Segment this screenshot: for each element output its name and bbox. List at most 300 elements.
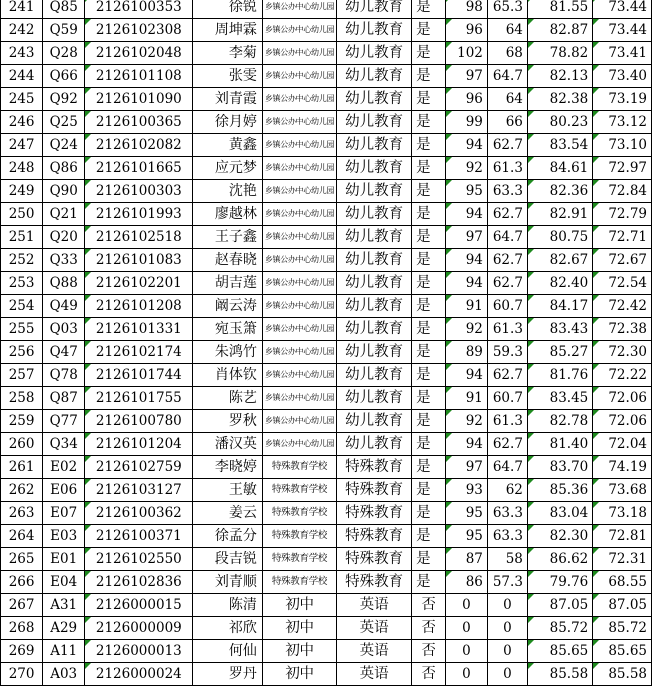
cell-total-score[interactable]: 72.42 (593, 295, 652, 318)
cell-total-score[interactable]: 72.79 (593, 203, 652, 226)
cell-written-score[interactable]: 91 (445, 295, 487, 318)
cell-serial-no[interactable]: 248 (1, 157, 43, 180)
cell-qualified[interactable]: 是 (412, 134, 446, 157)
cell-name[interactable]: 胡吉莲 (193, 272, 262, 295)
cell-total-score[interactable]: 72.84 (593, 180, 652, 203)
cell-qualified[interactable]: 是 (412, 410, 446, 433)
cell-serial-no[interactable]: 259 (1, 410, 43, 433)
cell-school[interactable]: 乡镇公办中心幼儿园 (262, 0, 336, 19)
cell-position-code[interactable]: E02 (43, 456, 85, 479)
cell-serial-no[interactable]: 258 (1, 387, 43, 410)
cell-name[interactable]: 罗秋 (193, 410, 262, 433)
cell-major[interactable]: 幼儿教育 (337, 387, 412, 410)
cell-serial-no[interactable]: 256 (1, 341, 43, 364)
cell-serial-no[interactable]: 254 (1, 295, 43, 318)
cell-school[interactable]: 乡镇公办中心幼儿园 (262, 295, 336, 318)
cell-serial-no[interactable]: 252 (1, 249, 43, 272)
cell-school[interactable]: 特殊教育学校 (262, 571, 336, 594)
cell-qualified[interactable]: 是 (412, 88, 446, 111)
cell-school[interactable]: 乡镇公办中心幼儿园 (262, 134, 336, 157)
cell-written-score[interactable]: 96 (445, 88, 487, 111)
cell-serial-no[interactable]: 267 (1, 594, 43, 617)
cell-written-converted[interactable]: 64 (487, 88, 527, 111)
cell-written-converted[interactable]: 57.3 (487, 571, 527, 594)
cell-written-score[interactable]: 92 (445, 318, 487, 341)
cell-school[interactable]: 初中 (262, 594, 336, 617)
cell-total-score[interactable]: 73.44 (593, 0, 652, 19)
cell-written-score[interactable]: 95 (445, 180, 487, 203)
cell-position-code[interactable]: Q34 (43, 433, 85, 456)
cell-name[interactable]: 肖体钦 (193, 364, 262, 387)
cell-written-score[interactable]: 86 (445, 571, 487, 594)
cell-school[interactable]: 乡镇公办中心幼儿园 (262, 19, 336, 42)
cell-written-score[interactable]: 94 (445, 364, 487, 387)
cell-major[interactable]: 特殊教育 (337, 548, 412, 571)
cell-written-converted[interactable]: 59.3 (487, 341, 527, 364)
cell-school[interactable]: 乡镇公办中心幼儿园 (262, 318, 336, 341)
cell-position-code[interactable]: Q85 (43, 0, 85, 19)
cell-qualified[interactable]: 是 (412, 249, 446, 272)
cell-ticket-no[interactable]: 2126101090 (85, 88, 193, 111)
cell-total-score[interactable]: 73.41 (593, 42, 652, 65)
cell-serial-no[interactable]: 241 (1, 0, 43, 19)
cell-interview-score[interactable]: 80.75 (527, 226, 592, 249)
cell-qualified[interactable]: 是 (412, 318, 446, 341)
cell-name[interactable]: 赵春晓 (193, 249, 262, 272)
cell-serial-no[interactable]: 261 (1, 456, 43, 479)
cell-written-converted[interactable]: 62 (487, 479, 527, 502)
cell-interview-score[interactable]: 81.40 (527, 433, 592, 456)
cell-written-converted[interactable]: 64.7 (487, 65, 527, 88)
cell-ticket-no[interactable]: 2126101755 (85, 387, 193, 410)
cell-written-converted[interactable]: 66 (487, 111, 527, 134)
cell-name[interactable]: 陈清 (193, 594, 262, 617)
cell-qualified[interactable]: 否 (412, 594, 446, 617)
cell-position-code[interactable]: Q25 (43, 111, 85, 134)
cell-written-score[interactable]: 92 (445, 157, 487, 180)
cell-interview-score[interactable]: 83.70 (527, 456, 592, 479)
cell-position-code[interactable]: Q49 (43, 295, 85, 318)
cell-ticket-no[interactable]: 2126101665 (85, 157, 193, 180)
cell-ticket-no[interactable]: 2126000015 (85, 594, 193, 617)
cell-school[interactable]: 乡镇公办中心幼儿园 (262, 272, 336, 295)
cell-interview-score[interactable]: 82.40 (527, 272, 592, 295)
cell-name[interactable]: 王子鑫 (193, 226, 262, 249)
cell-written-score[interactable]: 94 (445, 203, 487, 226)
cell-written-converted[interactable]: 60.7 (487, 387, 527, 410)
cell-school[interactable]: 乡镇公办中心幼儿园 (262, 203, 336, 226)
cell-ticket-no[interactable]: 2126102550 (85, 548, 193, 571)
cell-serial-no[interactable]: 264 (1, 525, 43, 548)
cell-major[interactable]: 幼儿教育 (337, 65, 412, 88)
cell-serial-no[interactable]: 244 (1, 65, 43, 88)
cell-ticket-no[interactable]: 2126102518 (85, 226, 193, 249)
cell-name[interactable]: 张雯 (193, 65, 262, 88)
cell-position-code[interactable]: A29 (43, 617, 85, 640)
cell-school[interactable]: 特殊教育学校 (262, 456, 336, 479)
cell-name[interactable]: 段吉锐 (193, 548, 262, 571)
cell-major[interactable]: 特殊教育 (337, 479, 412, 502)
cell-written-score[interactable]: 94 (445, 433, 487, 456)
cell-position-code[interactable]: E01 (43, 548, 85, 571)
cell-serial-no[interactable]: 265 (1, 548, 43, 571)
cell-school[interactable]: 特殊教育学校 (262, 525, 336, 548)
cell-qualified[interactable]: 是 (412, 548, 446, 571)
cell-name[interactable]: 朱鸿竹 (193, 341, 262, 364)
cell-school[interactable]: 特殊教育学校 (262, 479, 336, 502)
cell-major[interactable]: 幼儿教育 (337, 410, 412, 433)
cell-written-converted[interactable]: 63.3 (487, 502, 527, 525)
cell-name[interactable]: 罗丹 (193, 663, 262, 686)
cell-position-code[interactable]: Q24 (43, 134, 85, 157)
cell-interview-score[interactable]: 85.65 (527, 640, 592, 663)
cell-position-code[interactable]: E04 (43, 571, 85, 594)
cell-interview-score[interactable]: 81.76 (527, 364, 592, 387)
cell-name[interactable]: 徐月婷 (193, 111, 262, 134)
cell-written-converted[interactable]: 62.7 (487, 364, 527, 387)
cell-qualified[interactable]: 是 (412, 42, 446, 65)
cell-interview-score[interactable]: 82.38 (527, 88, 592, 111)
cell-written-converted[interactable]: 62.7 (487, 433, 527, 456)
cell-major[interactable]: 幼儿教育 (337, 19, 412, 42)
cell-ticket-no[interactable]: 2126100353 (85, 0, 193, 19)
cell-ticket-no[interactable]: 2126000009 (85, 617, 193, 640)
cell-major[interactable]: 幼儿教育 (337, 134, 412, 157)
cell-qualified[interactable]: 是 (412, 226, 446, 249)
cell-ticket-no[interactable]: 2126100371 (85, 525, 193, 548)
cell-major[interactable]: 幼儿教育 (337, 364, 412, 387)
cell-qualified[interactable]: 否 (412, 617, 446, 640)
cell-interview-score[interactable]: 85.72 (527, 617, 592, 640)
cell-written-score[interactable]: 92 (445, 410, 487, 433)
cell-serial-no[interactable]: 247 (1, 134, 43, 157)
cell-serial-no[interactable]: 250 (1, 203, 43, 226)
cell-school[interactable]: 乡镇公办中心幼儿园 (262, 226, 336, 249)
cell-written-score[interactable]: 99 (445, 111, 487, 134)
cell-name[interactable]: 徐孟分 (193, 525, 262, 548)
cell-position-code[interactable]: Q33 (43, 249, 85, 272)
cell-written-score[interactable]: 91 (445, 387, 487, 410)
cell-ticket-no[interactable]: 2126103127 (85, 479, 193, 502)
cell-qualified[interactable]: 是 (412, 479, 446, 502)
cell-position-code[interactable]: Q59 (43, 19, 85, 42)
cell-ticket-no[interactable]: 2126101993 (85, 203, 193, 226)
cell-serial-no[interactable]: 253 (1, 272, 43, 295)
cell-total-score[interactable]: 72.30 (593, 341, 652, 364)
cell-major[interactable]: 幼儿教育 (337, 295, 412, 318)
cell-position-code[interactable]: E06 (43, 479, 85, 502)
cell-written-converted[interactable]: 61.3 (487, 410, 527, 433)
cell-major[interactable]: 特殊教育 (337, 571, 412, 594)
cell-serial-no[interactable]: 268 (1, 617, 43, 640)
cell-major[interactable]: 幼儿教育 (337, 203, 412, 226)
cell-ticket-no[interactable]: 2126100780 (85, 410, 193, 433)
cell-total-score[interactable]: 72.97 (593, 157, 652, 180)
cell-major[interactable]: 幼儿教育 (337, 341, 412, 364)
cell-name[interactable]: 周坤霖 (193, 19, 262, 42)
cell-written-converted[interactable]: 63.3 (487, 525, 527, 548)
cell-interview-score[interactable]: 83.04 (527, 502, 592, 525)
cell-major[interactable]: 英语 (337, 640, 412, 663)
cell-interview-score[interactable]: 82.36 (527, 180, 592, 203)
cell-serial-no[interactable]: 262 (1, 479, 43, 502)
cell-serial-no[interactable]: 249 (1, 180, 43, 203)
cell-major[interactable]: 英语 (337, 663, 412, 686)
cell-qualified[interactable]: 是 (412, 157, 446, 180)
cell-total-score[interactable]: 85.58 (593, 663, 652, 686)
cell-position-code[interactable]: E07 (43, 502, 85, 525)
cell-serial-no[interactable]: 243 (1, 42, 43, 65)
cell-written-score[interactable]: 97 (445, 65, 487, 88)
cell-school[interactable]: 乡镇公办中心幼儿园 (262, 88, 336, 111)
cell-serial-no[interactable]: 270 (1, 663, 43, 686)
cell-qualified[interactable]: 是 (412, 0, 446, 19)
cell-major[interactable]: 幼儿教育 (337, 42, 412, 65)
cell-name[interactable]: 黄鑫 (193, 134, 262, 157)
cell-written-score[interactable]: 94 (445, 134, 487, 157)
cell-school[interactable]: 初中 (262, 663, 336, 686)
cell-major[interactable]: 幼儿教育 (337, 318, 412, 341)
cell-ticket-no[interactable]: 2126102174 (85, 341, 193, 364)
cell-qualified[interactable]: 是 (412, 111, 446, 134)
cell-interview-score[interactable]: 78.82 (527, 42, 592, 65)
cell-written-score[interactable]: 0 (445, 663, 487, 686)
cell-name[interactable]: 应元梦 (193, 157, 262, 180)
cell-total-score[interactable]: 72.38 (593, 318, 652, 341)
cell-school[interactable]: 乡镇公办中心幼儿园 (262, 180, 336, 203)
cell-interview-score[interactable]: 82.91 (527, 203, 592, 226)
cell-school[interactable]: 乡镇公办中心幼儿园 (262, 111, 336, 134)
cell-ticket-no[interactable]: 2126102201 (85, 272, 193, 295)
cell-qualified[interactable]: 是 (412, 525, 446, 548)
cell-ticket-no[interactable]: 2126102082 (85, 134, 193, 157)
cell-ticket-no[interactable]: 2126102308 (85, 19, 193, 42)
cell-total-score[interactable]: 72.06 (593, 387, 652, 410)
cell-ticket-no[interactable]: 2126102836 (85, 571, 193, 594)
cell-written-score[interactable]: 95 (445, 502, 487, 525)
cell-written-converted[interactable]: 0 (487, 640, 527, 663)
cell-name[interactable]: 刘青霞 (193, 88, 262, 111)
cell-position-code[interactable]: Q77 (43, 410, 85, 433)
cell-major[interactable]: 幼儿教育 (337, 157, 412, 180)
cell-major[interactable]: 幼儿教育 (337, 226, 412, 249)
cell-school[interactable]: 乡镇公办中心幼儿园 (262, 387, 336, 410)
cell-position-code[interactable]: A11 (43, 640, 85, 663)
cell-major[interactable]: 英语 (337, 594, 412, 617)
cell-total-score[interactable]: 73.44 (593, 19, 652, 42)
cell-school[interactable]: 特殊教育学校 (262, 548, 336, 571)
cell-written-converted[interactable]: 63.3 (487, 180, 527, 203)
cell-school[interactable]: 乡镇公办中心幼儿园 (262, 42, 336, 65)
cell-written-converted[interactable]: 0 (487, 617, 527, 640)
cell-qualified[interactable]: 是 (412, 65, 446, 88)
cell-school[interactable]: 乡镇公办中心幼儿园 (262, 157, 336, 180)
cell-position-code[interactable]: Q66 (43, 65, 85, 88)
cell-written-converted[interactable]: 58 (487, 548, 527, 571)
cell-total-score[interactable]: 85.65 (593, 640, 652, 663)
cell-written-score[interactable]: 102 (445, 42, 487, 65)
cell-interview-score[interactable]: 85.27 (527, 341, 592, 364)
cell-interview-score[interactable]: 81.55 (527, 0, 592, 19)
cell-school[interactable]: 初中 (262, 617, 336, 640)
cell-total-score[interactable]: 72.54 (593, 272, 652, 295)
cell-serial-no[interactable]: 246 (1, 111, 43, 134)
cell-interview-score[interactable]: 82.78 (527, 410, 592, 433)
cell-interview-score[interactable]: 82.13 (527, 65, 592, 88)
cell-major[interactable]: 幼儿教育 (337, 180, 412, 203)
cell-ticket-no[interactable]: 2126100362 (85, 502, 193, 525)
cell-ticket-no[interactable]: 2126101204 (85, 433, 193, 456)
cell-written-score[interactable]: 94 (445, 249, 487, 272)
cell-major[interactable]: 幼儿教育 (337, 0, 412, 19)
cell-ticket-no[interactable]: 2126101083 (85, 249, 193, 272)
cell-name[interactable]: 何仙 (193, 640, 262, 663)
cell-name[interactable]: 陈艺 (193, 387, 262, 410)
cell-major[interactable]: 幼儿教育 (337, 433, 412, 456)
cell-written-score[interactable]: 0 (445, 594, 487, 617)
cell-major[interactable]: 特殊教育 (337, 525, 412, 548)
cell-written-converted[interactable]: 64.7 (487, 456, 527, 479)
cell-total-score[interactable]: 73.68 (593, 479, 652, 502)
cell-ticket-no[interactable]: 2126000013 (85, 640, 193, 663)
cell-ticket-no[interactable]: 2126100365 (85, 111, 193, 134)
cell-written-score[interactable]: 0 (445, 640, 487, 663)
cell-total-score[interactable]: 72.31 (593, 548, 652, 571)
cell-written-converted[interactable]: 0 (487, 594, 527, 617)
cell-qualified[interactable]: 是 (412, 456, 446, 479)
cell-written-converted[interactable]: 64.7 (487, 226, 527, 249)
cell-interview-score[interactable]: 82.67 (527, 249, 592, 272)
cell-written-converted[interactable]: 64 (487, 19, 527, 42)
cell-qualified[interactable]: 否 (412, 663, 446, 686)
cell-position-code[interactable]: Q20 (43, 226, 85, 249)
cell-total-score[interactable]: 72.22 (593, 364, 652, 387)
cell-written-converted[interactable]: 62.7 (487, 272, 527, 295)
cell-school[interactable]: 乡镇公办中心幼儿园 (262, 364, 336, 387)
cell-serial-no[interactable]: 251 (1, 226, 43, 249)
cell-total-score[interactable]: 72.67 (593, 249, 652, 272)
cell-total-score[interactable]: 68.55 (593, 571, 652, 594)
cell-interview-score[interactable]: 82.87 (527, 19, 592, 42)
cell-qualified[interactable]: 是 (412, 272, 446, 295)
cell-written-converted[interactable]: 65.3 (487, 0, 527, 19)
cell-serial-no[interactable]: 266 (1, 571, 43, 594)
cell-major[interactable]: 幼儿教育 (337, 111, 412, 134)
cell-name[interactable]: 李晓婷 (193, 456, 262, 479)
cell-qualified[interactable]: 是 (412, 203, 446, 226)
cell-interview-score[interactable]: 82.30 (527, 525, 592, 548)
cell-qualified[interactable]: 是 (412, 180, 446, 203)
cell-serial-no[interactable]: 242 (1, 19, 43, 42)
cell-name[interactable]: 宛玉箫 (193, 318, 262, 341)
cell-serial-no[interactable]: 263 (1, 502, 43, 525)
cell-position-code[interactable]: Q78 (43, 364, 85, 387)
cell-position-code[interactable]: Q47 (43, 341, 85, 364)
cell-interview-score[interactable]: 84.61 (527, 157, 592, 180)
cell-position-code[interactable]: Q87 (43, 387, 85, 410)
cell-name[interactable]: 刘青顺 (193, 571, 262, 594)
cell-total-score[interactable]: 74.19 (593, 456, 652, 479)
cell-total-score[interactable]: 72.81 (593, 525, 652, 548)
cell-major[interactable]: 幼儿教育 (337, 272, 412, 295)
cell-qualified[interactable]: 是 (412, 19, 446, 42)
cell-position-code[interactable]: Q92 (43, 88, 85, 111)
cell-name[interactable]: 李菊 (193, 42, 262, 65)
cell-position-code[interactable]: Q86 (43, 157, 85, 180)
cell-total-score[interactable]: 72.71 (593, 226, 652, 249)
cell-major[interactable]: 英语 (337, 617, 412, 640)
cell-serial-no[interactable]: 269 (1, 640, 43, 663)
cell-interview-score[interactable]: 79.76 (527, 571, 592, 594)
cell-school[interactable]: 乡镇公办中心幼儿园 (262, 341, 336, 364)
cell-written-converted[interactable]: 61.3 (487, 318, 527, 341)
cell-total-score[interactable]: 73.18 (593, 502, 652, 525)
cell-qualified[interactable]: 是 (412, 433, 446, 456)
cell-interview-score[interactable]: 83.43 (527, 318, 592, 341)
cell-name[interactable]: 廖越林 (193, 203, 262, 226)
cell-position-code[interactable]: A31 (43, 594, 85, 617)
cell-interview-score[interactable]: 85.58 (527, 663, 592, 686)
cell-interview-score[interactable]: 87.05 (527, 594, 592, 617)
cell-major[interactable]: 特殊教育 (337, 456, 412, 479)
cell-interview-score[interactable]: 85.36 (527, 479, 592, 502)
cell-qualified[interactable]: 是 (412, 295, 446, 318)
cell-interview-score[interactable]: 84.17 (527, 295, 592, 318)
cell-position-code[interactable]: Q21 (43, 203, 85, 226)
cell-name[interactable]: 祁欣 (193, 617, 262, 640)
cell-written-converted[interactable]: 62.7 (487, 134, 527, 157)
cell-ticket-no[interactable]: 2126101208 (85, 295, 193, 318)
cell-school[interactable]: 乡镇公办中心幼儿园 (262, 410, 336, 433)
cell-written-score[interactable]: 87 (445, 548, 487, 571)
cell-qualified[interactable]: 是 (412, 341, 446, 364)
cell-written-score[interactable]: 94 (445, 272, 487, 295)
cell-interview-score[interactable]: 80.23 (527, 111, 592, 134)
cell-total-score[interactable]: 73.19 (593, 88, 652, 111)
cell-written-converted[interactable]: 62.7 (487, 249, 527, 272)
cell-serial-no[interactable]: 260 (1, 433, 43, 456)
cell-written-score[interactable]: 93 (445, 479, 487, 502)
cell-total-score[interactable]: 72.04 (593, 433, 652, 456)
cell-ticket-no[interactable]: 2126101108 (85, 65, 193, 88)
cell-written-converted[interactable]: 68 (487, 42, 527, 65)
cell-total-score[interactable]: 87.05 (593, 594, 652, 617)
cell-total-score[interactable]: 73.10 (593, 134, 652, 157)
cell-interview-score[interactable]: 83.45 (527, 387, 592, 410)
cell-total-score[interactable]: 85.72 (593, 617, 652, 640)
cell-name[interactable]: 潘汉英 (193, 433, 262, 456)
cell-serial-no[interactable]: 245 (1, 88, 43, 111)
cell-total-score[interactable]: 73.12 (593, 111, 652, 134)
cell-major[interactable]: 幼儿教育 (337, 249, 412, 272)
cell-name[interactable]: 徐锐 (193, 0, 262, 19)
cell-serial-no[interactable]: 255 (1, 318, 43, 341)
cell-position-code[interactable]: E03 (43, 525, 85, 548)
cell-major[interactable]: 特殊教育 (337, 502, 412, 525)
cell-written-converted[interactable]: 62.7 (487, 203, 527, 226)
cell-serial-no[interactable]: 257 (1, 364, 43, 387)
cell-name[interactable]: 阚云涛 (193, 295, 262, 318)
cell-name[interactable]: 沈艳 (193, 180, 262, 203)
cell-written-score[interactable]: 0 (445, 617, 487, 640)
cell-ticket-no[interactable]: 2126000024 (85, 663, 193, 686)
cell-written-score[interactable]: 95 (445, 525, 487, 548)
cell-major[interactable]: 幼儿教育 (337, 88, 412, 111)
cell-qualified[interactable]: 是 (412, 502, 446, 525)
cell-ticket-no[interactable]: 2126101331 (85, 318, 193, 341)
cell-qualified[interactable]: 是 (412, 364, 446, 387)
cell-school[interactable]: 乡镇公办中心幼儿园 (262, 65, 336, 88)
